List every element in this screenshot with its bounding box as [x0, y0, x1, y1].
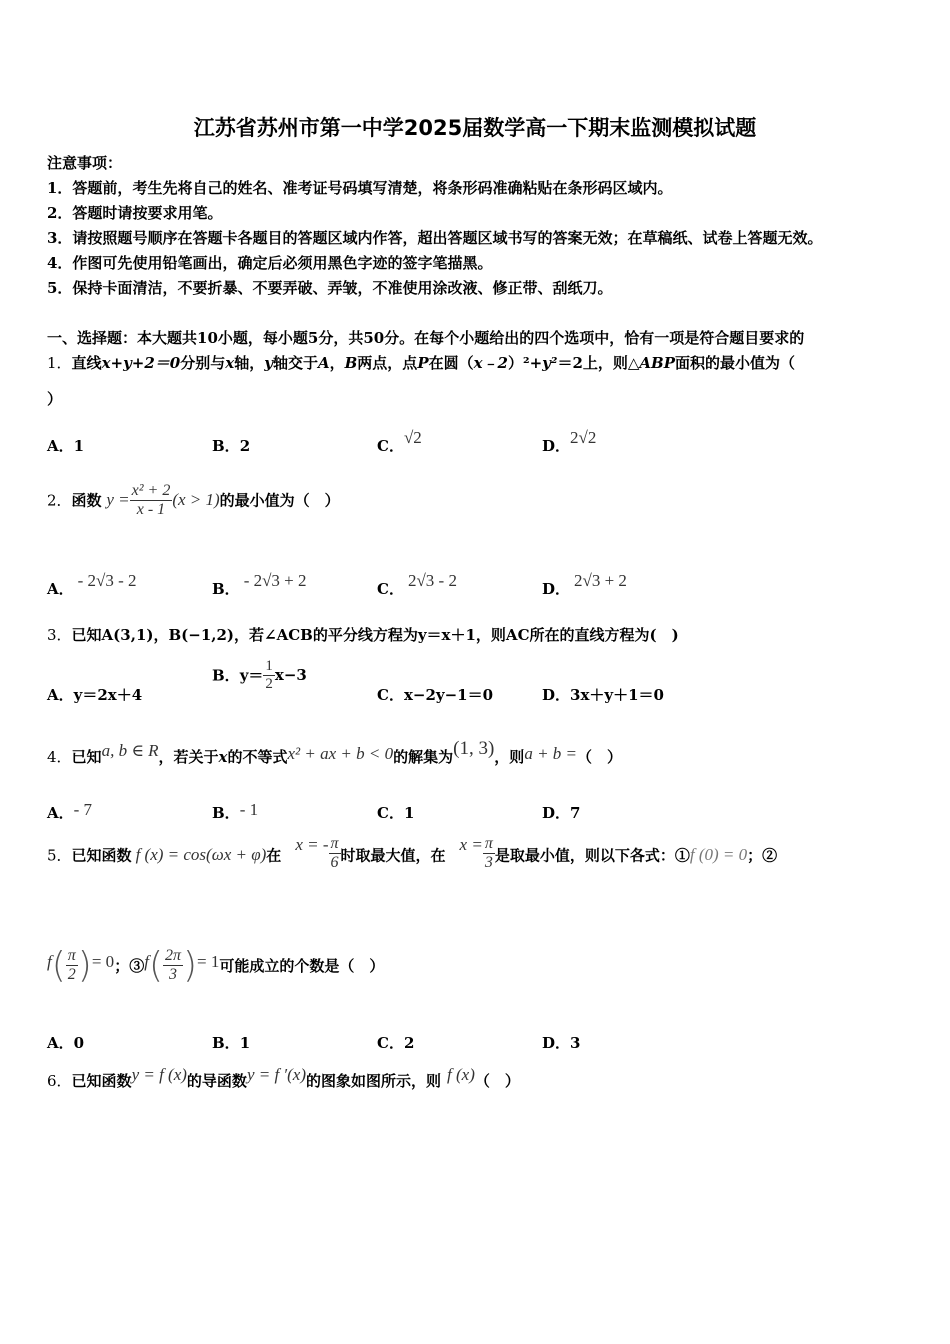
- q5-option-d[interactable]: D．3: [542, 1034, 581, 1052]
- q2-text: 的最小值为（ ）: [219, 491, 340, 510]
- q1-var: B: [344, 354, 358, 372]
- q1-text: 两点，点: [357, 354, 418, 372]
- q5-f3-paren-left: (: [148, 945, 163, 986]
- q5-option-a[interactable]: A．0: [47, 1034, 85, 1052]
- q6-text: （ ）: [474, 1072, 520, 1090]
- q2-option-c[interactable]: C． 2√3 - 2: [377, 571, 457, 598]
- q1-text: 分别与: [180, 354, 226, 372]
- q5-text: ；③: [114, 957, 145, 975]
- q1-text: 面积的最小值为（: [675, 354, 796, 372]
- q1-text: 轴交于: [272, 354, 318, 372]
- q5-f3-fraction: $\frac{2\pi}{3}$: [164, 947, 181, 983]
- q6-text: 的导函数: [186, 1072, 247, 1090]
- q1-text: ＝2上，则△: [557, 354, 640, 372]
- q4-text: ，若关于: [158, 748, 219, 766]
- question-5: [47, 837, 777, 897]
- q5-text: 时取最大值，在: [340, 846, 446, 865]
- q4-var: x: [218, 748, 228, 766]
- q5-f2-paren-right: ): [77, 945, 92, 986]
- q5-x1: x = -: [295, 835, 329, 855]
- q5-f2-paren-left: (: [51, 945, 66, 986]
- question-1: [47, 352, 795, 373]
- question-6: [47, 1065, 520, 1091]
- q5-f3: f: [144, 951, 149, 971]
- q4-option-d[interactable]: D．7: [542, 804, 581, 822]
- notice-item: 1．答题前，考生先将自己的姓名、准考证号码填写清楚，将条形码准确粘贴在条形码区域内。: [47, 179, 673, 197]
- q1-var: ABP: [639, 354, 676, 372]
- notice-item: 4．作图可先使用铅笔画出，确定后必须用黑色字迹的签字笔描黑。: [47, 254, 493, 272]
- q1-text: 轴，: [234, 354, 265, 372]
- q2-fraction: $\frac{\text{x² + 2}}{x - 1}$: [131, 482, 171, 518]
- q4-inequality: x² + ax + b < 0: [287, 744, 394, 763]
- question-2: [47, 482, 340, 532]
- notice-header: 注意事项：: [47, 154, 123, 172]
- q1-option-a[interactable]: A．1: [47, 437, 85, 455]
- q5-f2-eq: = 0: [91, 951, 115, 971]
- question-number: 5．: [47, 846, 72, 865]
- q4-text: 的不等式: [227, 748, 288, 766]
- notice-item: 2．答题时请按要求用笔。: [47, 204, 223, 222]
- q3-option-d[interactable]: D．3x＋y＋1＝0: [542, 686, 664, 704]
- q1-text: 直线: [71, 354, 102, 372]
- q5-x1-fraction: $\frac{\pi}{6}$: [330, 835, 339, 871]
- q4-text: 已知: [71, 748, 102, 766]
- q4-text: 的解集为: [393, 748, 454, 766]
- q5-f0: f (0) = 0: [689, 845, 748, 865]
- q5-function: f (x) = cos(ωx + φ): [135, 845, 267, 865]
- q6-text: 已知函数: [71, 1072, 132, 1090]
- q5-text: 是取最小值，则以下各式：①: [494, 846, 690, 865]
- q1-var: y: [264, 354, 273, 372]
- q1-text: ）²+: [508, 354, 543, 372]
- q1-option-b[interactable]: B．2: [212, 437, 251, 455]
- q6-text: 的图象如图所示，则: [306, 1072, 442, 1090]
- q2-y-eq: y =: [106, 490, 130, 510]
- q4-sum: a + b =: [524, 744, 578, 763]
- q6-f2: y = f ′(x): [246, 1065, 307, 1084]
- q5-option-b[interactable]: B．1: [212, 1034, 251, 1052]
- q5-text: 在: [266, 846, 282, 865]
- q4-set: a, b ∈ R: [101, 741, 159, 760]
- q1-text: ，: [329, 354, 345, 372]
- q4-option-b[interactable]: B．- 1: [212, 800, 259, 822]
- question-5-cont: [47, 945, 384, 1005]
- question-3: [47, 624, 679, 645]
- q2-option-b[interactable]: B． - 2√3 + 2: [212, 571, 307, 598]
- q6-f1: y = f (x): [131, 1065, 187, 1084]
- q1-option-c[interactable]: C．√2: [377, 428, 422, 455]
- notice-item: 5．保持卡面清洁，不要折暴、不要弄破、弄皱，不准使用涂改液、修正带、刮纸刀。: [47, 279, 613, 297]
- question-number: 1．: [47, 354, 72, 372]
- q1-option-d[interactable]: D．2√2: [542, 428, 597, 455]
- page-title: 江苏省苏州市第一中学2025届数学高一下期末监测模拟试题: [193, 116, 757, 140]
- q1-var: x﹣2: [473, 354, 508, 372]
- question-4: [47, 738, 623, 768]
- q1-line-eq: x+y+2＝0: [101, 354, 181, 372]
- q1-var: x: [225, 354, 235, 372]
- q3-option-b[interactable]: B．y＝ $\frac{1}{2}$ x−3: [212, 658, 307, 692]
- q5-f3-paren-right: ): [183, 945, 198, 986]
- q3-b-fraction: $\frac{1}{2}$: [265, 658, 273, 692]
- question-number: 3．: [47, 626, 72, 644]
- q2-condition: (x > 1): [172, 490, 220, 510]
- question-number: 6．: [47, 1072, 72, 1090]
- q4-option-c[interactable]: C．1: [377, 804, 415, 822]
- q1-var: y²: [542, 354, 558, 372]
- q3-option-c[interactable]: C．x−2y−1＝0: [377, 686, 494, 704]
- notice-item: 3．请按照题号顺序在答题卡各题目的答题区域内作答，超出答题区域书写的答案无效；在草稿纸、试卷上答题无效。: [47, 229, 823, 247]
- q5-text: 已知函数: [71, 846, 132, 865]
- q1-var: P: [417, 354, 429, 372]
- q4-option-a[interactable]: A．- 7: [47, 800, 93, 822]
- q1-close-paren: ）: [47, 390, 63, 408]
- q5-text: ；②: [747, 846, 778, 865]
- q5-f2-fraction: $\frac{\pi}{2}$: [67, 947, 76, 983]
- q5-f3-eq: = 1: [197, 951, 220, 971]
- q5-option-c[interactable]: C．2: [377, 1034, 415, 1052]
- q5-x2: x =: [459, 835, 483, 855]
- q3-text: 已知A(3,1)，B(−1,2)，若∠ACB的平分线方程为y＝x＋1，则AC所在的直线方程为( ): [71, 626, 679, 644]
- q1-var: A: [317, 354, 330, 372]
- q2-text: 函数: [71, 491, 102, 510]
- question-number: 4．: [47, 748, 72, 766]
- section-heading: 一、选择题：本大题共10小题，每小题5分，共50分。在每个小题给出的四个选项中，恰有一项是符合题目要求的: [47, 329, 805, 347]
- q4-text: （ ）: [577, 748, 623, 766]
- q2-option-d[interactable]: D． 2√3 + 2: [542, 571, 627, 598]
- question-number: 2．: [47, 491, 72, 510]
- q3-option-a[interactable]: A．y＝2x＋4: [47, 686, 143, 704]
- q6-f3: f (x): [447, 1065, 475, 1084]
- q4-text: ，则: [494, 748, 525, 766]
- q1-text: 在圆（: [428, 354, 474, 372]
- q5-x2-fraction: $\frac{\pi}{3}$: [484, 835, 493, 871]
- q5-text: 可能成立的个数是（ ）: [219, 957, 385, 975]
- q2-option-a[interactable]: A． - 2√3 - 2: [47, 571, 137, 598]
- q5-f2: f: [47, 951, 52, 971]
- q4-interval: (1, 3): [453, 738, 495, 759]
